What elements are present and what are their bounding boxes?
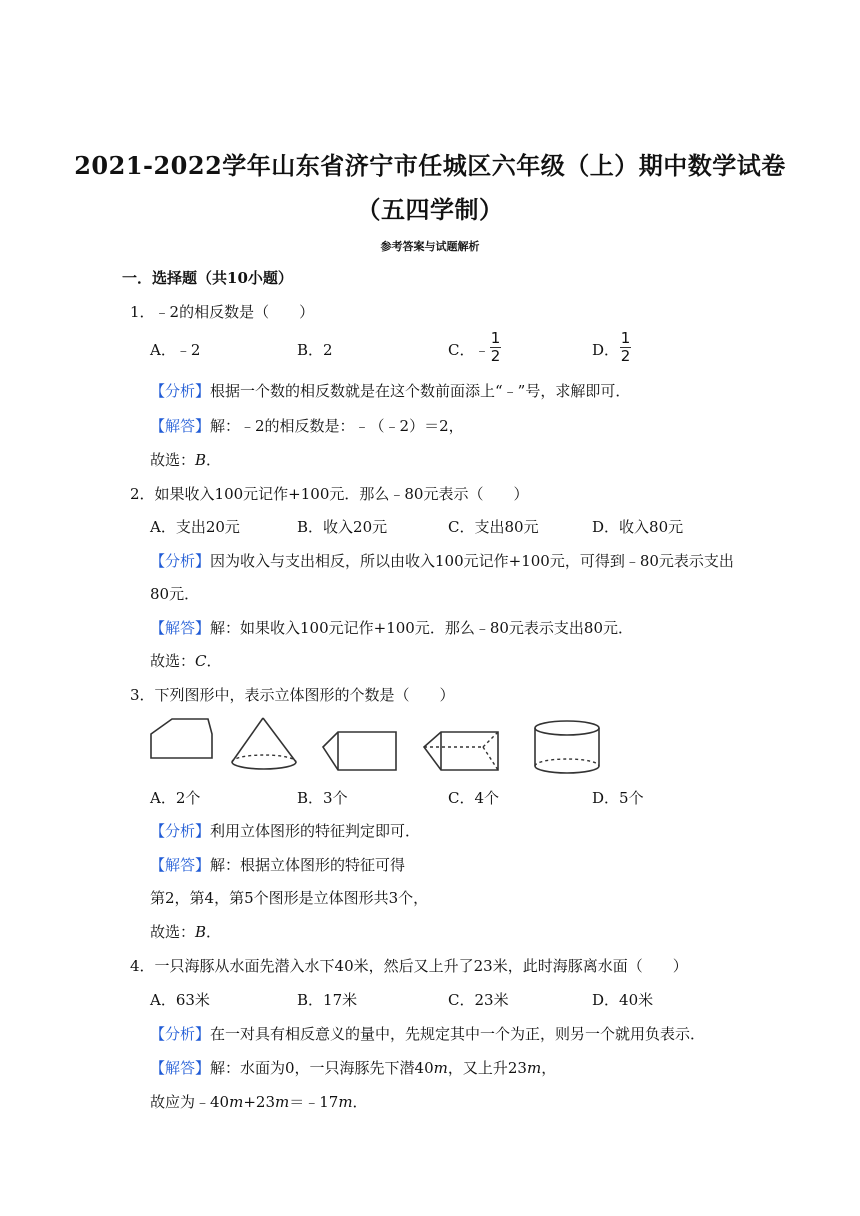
q1-answer bbox=[150, 416, 464, 436]
choice-letter: B bbox=[195, 923, 207, 941]
q1-choice bbox=[150, 450, 221, 470]
q1-option-d-fraction bbox=[620, 331, 631, 364]
q4-answer-text-b: ，又上升23 bbox=[447, 1059, 527, 1077]
q2-answer bbox=[150, 618, 633, 638]
q2-option-d: D．收入80元 bbox=[592, 518, 684, 536]
q4-stem: 4．一只海豚从水面先潜入水下40米，然后又上升了23米，此时海豚离水面（ ） bbox=[130, 957, 688, 975]
fraction-denominator: 2 bbox=[620, 347, 631, 365]
q3-option-d: D．5个 bbox=[592, 789, 644, 807]
q2-option-a: A．支出20元 bbox=[150, 518, 240, 536]
fraction-denominator: 2 bbox=[490, 347, 501, 365]
q4-option-c: C．23米 bbox=[448, 991, 509, 1009]
triangular-prism-shape bbox=[424, 732, 498, 770]
doc-title-line2: （五四学制） bbox=[356, 195, 504, 224]
unit-m: m bbox=[433, 1059, 448, 1077]
unit-m: m bbox=[526, 1059, 542, 1077]
section-heading: 一．选择题（共10小题） bbox=[122, 269, 293, 287]
analysis-tag: 【分析】 bbox=[150, 1025, 211, 1043]
q3-option-a: A．2个 bbox=[150, 789, 201, 807]
answer-tag: 【解答】 bbox=[150, 417, 211, 435]
q4-answer-text: 解：水面为0，一只海豚先下潜40 bbox=[210, 1059, 434, 1077]
cone-shape bbox=[232, 718, 296, 769]
q4-final bbox=[150, 1092, 368, 1112]
q2-choice bbox=[150, 651, 222, 671]
q4-analysis-text: 在一对具有相反意义的量中，先规定其中一个为正，则另一个就用负表示． bbox=[210, 1025, 706, 1043]
q3-answer-line2: 第2，第4，第5个图形是立体图形共3个， bbox=[150, 889, 429, 907]
choice-prefix: 故选： bbox=[150, 451, 196, 469]
q2-option-c: C．支出80元 bbox=[448, 518, 539, 536]
q3-shapes-figure bbox=[148, 714, 708, 782]
choice-suffix: ． bbox=[206, 652, 222, 670]
pentagon-arrow-shape bbox=[323, 732, 396, 770]
q3-option-c: C．4个 bbox=[448, 789, 500, 807]
answer-tag: 【解答】 bbox=[150, 619, 211, 637]
q1-option-a: A．﹣2 bbox=[150, 341, 201, 359]
q3-analysis-text: 利用立体图形的特征判定即可． bbox=[210, 822, 421, 840]
choice-prefix: 故选： bbox=[150, 923, 196, 941]
doc-title-line1: 2021-2022学年山东省济宁市任城区六年级（上）期中数学试卷 bbox=[74, 151, 786, 180]
q1-option-d: D． bbox=[592, 341, 620, 359]
answer-tag: 【解答】 bbox=[150, 1059, 211, 1077]
answer-tag: 【解答】 bbox=[150, 856, 211, 874]
cylinder-shape bbox=[535, 721, 599, 773]
choice-suffix: ． bbox=[206, 923, 222, 941]
unit-m: m bbox=[274, 1093, 290, 1111]
q4-option-a: A．63米 bbox=[150, 991, 210, 1009]
q2-analysis bbox=[150, 551, 734, 571]
choice-letter: B bbox=[195, 451, 207, 469]
q4-final-c: ＝﹣17 bbox=[289, 1093, 339, 1111]
q4-final-d: ． bbox=[352, 1093, 368, 1111]
q1-answer-text: 解：﹣2的相反数是：﹣（﹣2）＝2， bbox=[210, 417, 464, 435]
doc-subtitle: 参考答案与试题解析 bbox=[380, 240, 480, 253]
q3-answer bbox=[150, 855, 405, 875]
q1-stem: 1．﹣2的相反数是（ ） bbox=[130, 303, 315, 321]
q2-analysis-text: 因为收入与支出相反，所以由收入100元记作+100元，可得到﹣80元表示支出 bbox=[210, 552, 734, 570]
q4-final-a: 故应为﹣40 bbox=[150, 1093, 230, 1111]
q3-answer-text: 解：根据立体图形的特征可得 bbox=[210, 856, 406, 874]
q3-choice bbox=[150, 922, 221, 942]
unit-m: m bbox=[338, 1093, 353, 1111]
q2-analysis-cont: 80元． bbox=[150, 585, 200, 603]
pentagon-shape bbox=[151, 719, 212, 758]
analysis-tag: 【分析】 bbox=[150, 382, 211, 400]
q4-answer bbox=[150, 1058, 556, 1078]
q1-analysis-text: 根据一个数的相反数就是在这个数前面添上“﹣”号，求解即可． bbox=[210, 382, 631, 400]
choice-prefix: 故选： bbox=[150, 652, 196, 670]
choice-letter: C bbox=[195, 652, 207, 670]
q3-option-b: B．3个 bbox=[297, 789, 348, 807]
fraction-numerator: 1 bbox=[490, 329, 501, 347]
fraction-numerator: 1 bbox=[620, 329, 631, 347]
q4-final-b: +23 bbox=[243, 1093, 275, 1111]
analysis-tag: 【分析】 bbox=[150, 822, 211, 840]
choice-suffix: ． bbox=[206, 451, 222, 469]
q2-answer-text: 解：如果收入100元记作+100元．那么﹣80元表示支出80元． bbox=[210, 619, 634, 637]
unit-m: m bbox=[229, 1093, 244, 1111]
analysis-tag: 【分析】 bbox=[150, 552, 211, 570]
q4-analysis bbox=[150, 1024, 705, 1044]
q2-stem: 2．如果收入100元记作+100元．那么﹣80元表示（ ） bbox=[130, 485, 529, 503]
q4-option-d: D．40米 bbox=[592, 991, 654, 1009]
q4-answer-text-c: ， bbox=[541, 1059, 557, 1077]
q1-analysis bbox=[150, 381, 630, 401]
q1-option-c: C．﹣ bbox=[448, 341, 490, 359]
q4-option-b: B．17米 bbox=[297, 991, 358, 1009]
q2-option-b: B．收入20元 bbox=[297, 518, 388, 536]
q3-stem: 3．下列图形中，表示立体图形的个数是（ ） bbox=[130, 686, 455, 704]
q3-analysis bbox=[150, 821, 420, 841]
q1-option-c-fraction bbox=[490, 331, 501, 364]
q1-option-b: B．2 bbox=[297, 341, 333, 359]
